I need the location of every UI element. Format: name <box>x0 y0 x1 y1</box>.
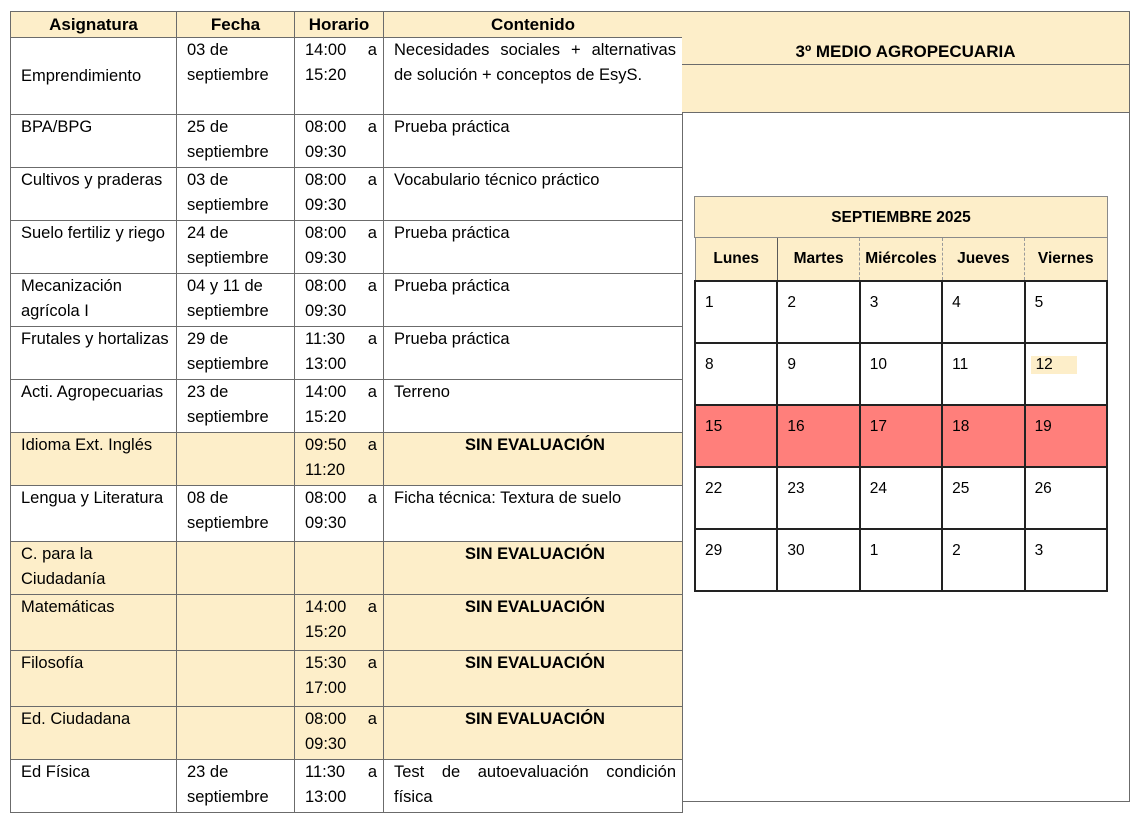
weekday-wednesday: Miércoles <box>860 238 942 281</box>
weekday-friday: Viernes <box>1025 238 1107 281</box>
row-date: 24 de septiembre <box>177 221 295 274</box>
row-subject: BPA/BPG <box>11 115 177 168</box>
header-subject: Asignatura <box>11 12 177 38</box>
table-row <box>11 115 683 168</box>
calendar-day: 29 <box>695 529 777 591</box>
row-content: Necesidades sociales + alternativas de solución + conceptos de EsyS. <box>384 38 683 115</box>
weekday-thursday: Jueves <box>942 238 1024 281</box>
row-time: 14:00 a 15:20 <box>295 38 384 115</box>
row-content: SIN EVALUACIÓN <box>384 651 683 707</box>
calendar-grid <box>694 238 1108 592</box>
row-time <box>295 542 384 595</box>
row-subject: Ed. Ciudadana <box>11 707 177 760</box>
row-subject: Filosofía <box>11 651 177 707</box>
calendar-day: 4 <box>942 281 1024 343</box>
table-row <box>11 38 683 115</box>
table-row <box>11 595 683 651</box>
row-time: 08:00 a 09:30 <box>295 168 384 221</box>
row-content: SIN EVALUACIÓN <box>384 595 683 651</box>
calendar-day: 18 <box>942 405 1024 467</box>
table-row <box>11 760 683 813</box>
weekday-row <box>695 238 1107 281</box>
course-header-box <box>682 11 1130 113</box>
calendar-day: 23 <box>777 467 859 529</box>
calendar-day: 26 <box>1025 467 1107 529</box>
header-time: Horario <box>295 12 384 38</box>
row-date: 23 de septiembre <box>177 380 295 433</box>
row-date: 03 de septiembre <box>177 38 295 115</box>
row-content: Ficha técnica: Textura de suelo <box>384 486 683 542</box>
row-content: Prueba práctica <box>384 327 683 380</box>
row-time: 08:00 a 09:30 <box>295 486 384 542</box>
calendar-week <box>695 343 1107 405</box>
row-subject: Acti. Agropecuarias <box>11 380 177 433</box>
calendar-day: 15 <box>695 405 777 467</box>
row-date: 23 de septiembre <box>177 760 295 813</box>
table-row <box>11 433 683 486</box>
table-row <box>11 542 683 595</box>
calendar-day: 3 <box>1025 529 1107 591</box>
row-subject: Suelo fertiliz y riego <box>11 221 177 274</box>
row-date <box>177 651 295 707</box>
row-subject: C. para la Ciudadanía <box>11 542 177 595</box>
row-date <box>177 595 295 651</box>
row-time: 15:30 a 17:00 <box>295 651 384 707</box>
calendar-day: 16 <box>777 405 859 467</box>
calendar-day: 2 <box>942 529 1024 591</box>
row-date: 04 y 11 de septiembre <box>177 274 295 327</box>
row-content: Test de autoevaluación condición física <box>384 760 683 813</box>
course-title: 3º MEDIO AGROPECUARIA <box>795 42 1016 61</box>
calendar-day: 25 <box>942 467 1024 529</box>
weekday-tuesday: Martes <box>777 238 859 281</box>
row-content: Vocabulario técnico práctico <box>384 168 683 221</box>
row-subject: Lengua y Literatura <box>11 486 177 542</box>
calendar-title: SEPTIEMBRE 2025 <box>694 196 1108 238</box>
table-row <box>11 168 683 221</box>
row-time: 09:50 a 11:20 <box>295 433 384 486</box>
weekday-monday: Lunes <box>695 238 777 281</box>
row-date: 29 de septiembre <box>177 327 295 380</box>
calendar-day: 17 <box>860 405 942 467</box>
row-content: SIN EVALUACIÓN <box>384 433 683 486</box>
table-header-row <box>11 12 683 38</box>
calendar-day: 5 <box>1025 281 1107 343</box>
calendar-day: 24 <box>860 467 942 529</box>
row-content: SIN EVALUACIÓN <box>384 707 683 760</box>
calendar-day: 10 <box>860 343 942 405</box>
calendar-day: 1 <box>695 281 777 343</box>
row-content: Prueba práctica <box>384 115 683 168</box>
row-date: 25 de septiembre <box>177 115 295 168</box>
calendar-day: 8 <box>695 343 777 405</box>
row-subject: Frutales y hortalizas <box>11 327 177 380</box>
row-subject: Emprendimiento <box>11 38 177 115</box>
calendar-day: 22 <box>695 467 777 529</box>
row-time: 14:00 a 15:20 <box>295 595 384 651</box>
row-subject: Ed Física <box>11 760 177 813</box>
course-header-divider <box>682 64 1129 65</box>
calendar-week-holiday <box>695 405 1107 467</box>
calendar-week <box>695 281 1107 343</box>
row-time: 08:00 a 09:30 <box>295 115 384 168</box>
header-date: Fecha <box>177 12 295 38</box>
calendar-day: 9 <box>777 343 859 405</box>
table-row <box>11 380 683 433</box>
row-subject: Idioma Ext. Inglés <box>11 433 177 486</box>
row-time: 14:00 a 15:20 <box>295 380 384 433</box>
row-time: 08:00 a 09:30 <box>295 707 384 760</box>
evaluation-schedule-table <box>10 11 683 813</box>
row-subject: Mecanización agrícola I <box>11 274 177 327</box>
row-time: 08:00 a 09:30 <box>295 221 384 274</box>
calendar-day: 30 <box>777 529 859 591</box>
table-row <box>11 486 683 542</box>
row-content: SIN EVALUACIÓN <box>384 542 683 595</box>
calendar-day: 11 <box>942 343 1024 405</box>
row-time: 08:00 a 09:30 <box>295 274 384 327</box>
row-time: 11:30 a 13:00 <box>295 327 384 380</box>
row-content: Prueba práctica <box>384 221 683 274</box>
calendar-week <box>695 529 1107 591</box>
row-date <box>177 542 295 595</box>
table-row <box>11 651 683 707</box>
row-date <box>177 433 295 486</box>
calendar-day: 19 <box>1025 405 1107 467</box>
calendar-week <box>695 467 1107 529</box>
table-row <box>11 327 683 380</box>
row-date <box>177 707 295 760</box>
calendar-day: 2 <box>777 281 859 343</box>
row-content: Prueba práctica <box>384 274 683 327</box>
september-calendar <box>694 196 1108 592</box>
table-row <box>11 274 683 327</box>
table-row <box>11 707 683 760</box>
row-date: 08 de septiembre <box>177 486 295 542</box>
calendar-day <box>1025 343 1107 405</box>
calendar-day: 1 <box>860 529 942 591</box>
header-content: Contenido <box>384 12 683 38</box>
row-content: Terreno <box>384 380 683 433</box>
calendar-day: 3 <box>860 281 942 343</box>
row-subject: Cultivos y praderas <box>11 168 177 221</box>
row-subject: Matemáticas <box>11 595 177 651</box>
highlighted-day: 12 <box>1031 356 1077 374</box>
row-date: 03 de septiembre <box>177 168 295 221</box>
table-row <box>11 221 683 274</box>
row-time: 11:30 a 13:00 <box>295 760 384 813</box>
